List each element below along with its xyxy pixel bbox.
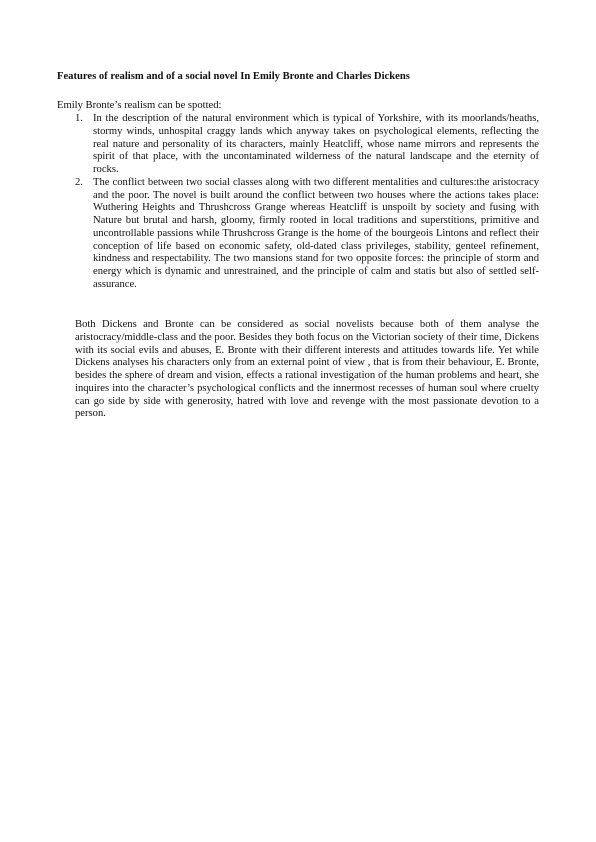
numbered-list bbox=[57, 113, 539, 292]
list-item-number: 1. bbox=[75, 113, 83, 124]
list-item-text: The conflict between two social classes along with two different mentalities and cultures:the aristocracy and the poor. The novel is built around the conflict between two houses where the actions takes place: Wuthering Heights and Thrushcross Grange whereas Heatcliff is unspoilt by society and fusing with Nature but brutal and harsh, gloomy, firmly rooted in local traditions and superstitions, primitive and uncontrollable passions while Thrushcross Grange is the home of the bourgeois Lintons and reflect their conception of life based on economic safety, old-dated class privileges, stability, genteel refinement, kindness and respectability. The two mansions stand for two opposite forces: the principle of storm and energy which is dynamic and unrestrained, and the principle of calm and statis but also of settled self-assurance. bbox=[93, 176, 539, 290]
list-item bbox=[57, 113, 539, 177]
closing-paragraph: Both Dickens and Bronte can be considered as social novelists because both of them analyse the aristocracy/middle-class and the poor. Besides they both focus on the Victorian society of their time, Dickens with its social evils and abuses, E. Bronte with their different interests and attitudes towards life. Yet while Dickens analyses his characters only from an external point of view , that is from their behaviour, E. Bronte, besides the sphere of dream and vision, effects a rational investigation of the human problems and heart, she inquires into the character’s psychological conflicts and the innermost recesses of human soul where cruelty can go side by side with generosity, hatred with love and revenge with the most passionate devotion to a person. bbox=[75, 319, 539, 420]
intro-line: Emily Bronte’s realism can be spotted: bbox=[57, 100, 222, 111]
list-item-number: 2. bbox=[75, 176, 83, 188]
list-item bbox=[57, 177, 539, 292]
document-title: Features of realism and of a social novel In Emily Bronte and Charles Dickens bbox=[57, 71, 410, 82]
list-item-text: In the description of the natural environment which is typical of Yorkshire, with its moorlands/heaths, stormy winds, unhospital craggy lands which anyway takes on psychological elements, reflecting the real nature and personality of its characters, mainly Heatcliff, whose name mirrors and represents the spirit of that place, with the uncontaminated wilderness of the natural landscape and the eternity of rocks. bbox=[93, 113, 539, 175]
